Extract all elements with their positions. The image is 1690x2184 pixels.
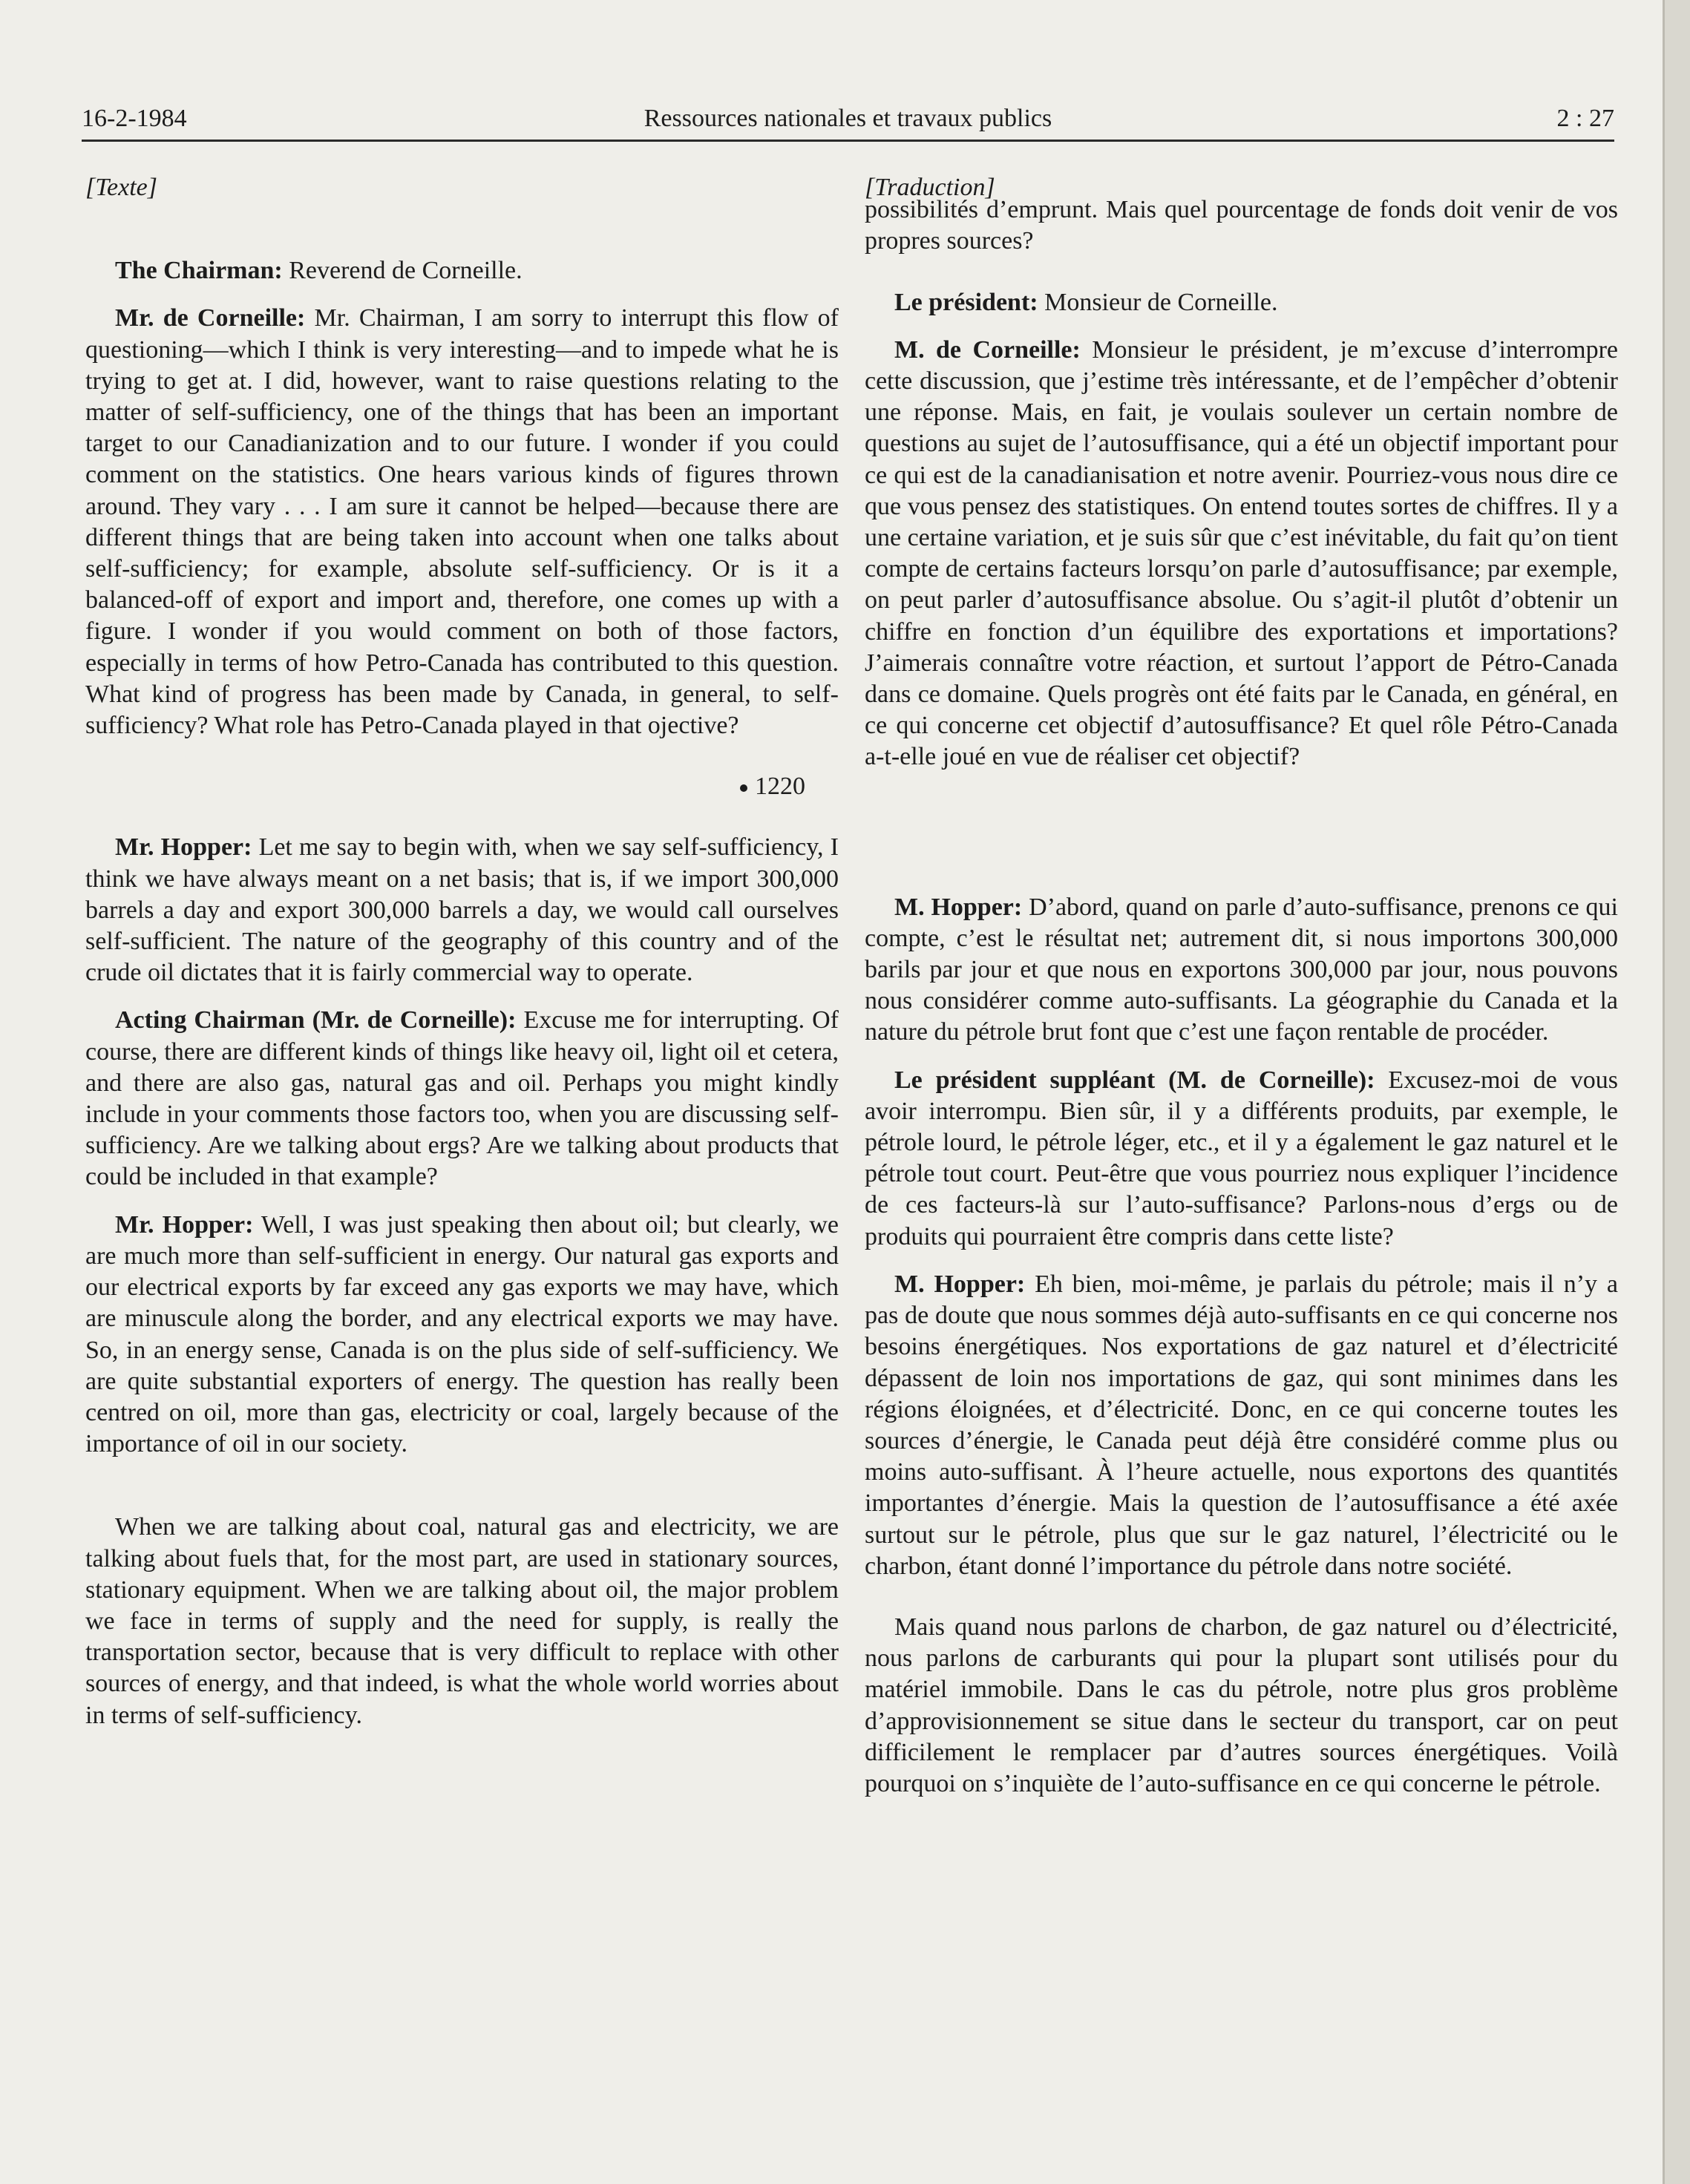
page-edge xyxy=(1663,0,1690,2184)
speech-text: Monsieur le président, je m’excuse d’interrompre cette discussion, que j’estime très intéressante, et de l’empêcher d’obtenir une réponse. Mais, en fait, je voulais soulever un certain nombre de questions au sujet de l’autosuffisance, qui a été un objectif important pour ce qui est de la canadianisation et notre avenir. Pourriez-vous nous dire ce que vous pensez des statistiques. On entend toutes sortes de chiffres. Il y a une certaine variation, et je suis sûr que c’est inévitable, du fait qu’on tient compte de certains facteurs lorsqu’on parle d’autosuffisance; par exemple, on peut parler d’autosuffisance absolue. Ou s’agit-il plutôt d’obtenir un chiffre en fonction d’un équilibre des exportations et importations? J’aimerais connaître votre réaction, et surtout l’apport de Pétro-Canada dans ce domaine. Quels progrès ont été faits par le Canada, en général, en ce qui concerne cet objectif d’autosuffisance? Et quel rôle Pétro-Canada a-t-elle joué en vue de réaliser cet objectif? xyxy=(865,335,1618,771)
paragraph xyxy=(865,892,1618,1049)
paragraph: When we are talking about coal, natural gas and electricity, we are talking about fuels that, for the most part, are used in stationary sources, stationary equipment. When we are talking about oil, the major problem we face in terms of supply and the need for supply, is really the transportation sector, because that is very difficult to replace with other sources of energy, and that indeed, is what the whole world worries about in terms of self-sufficiency. xyxy=(85,1513,839,1729)
speech-text: Excusez-moi de vous avoir interrompu. Bien sûr, il y a différents produits, par exemple, le pétrole lourd, le pétrole léger, etc., et il y a également le gaz naturel et le pétrole tout court. Peut-être que vous pourriez nous expliquer l’incidence de ces facteurs-là sur l’auto-suffisance? Parlons-nous d’ergs ou de produits qui pourraient être compris dans cette liste? xyxy=(865,1066,1618,1250)
speech-text: Reverend de Corneille. xyxy=(282,257,523,285)
speaker-name: M. Hopper: xyxy=(894,1270,1026,1298)
header-title: Ressources nationales et travaux publics xyxy=(643,105,1052,132)
paragraph xyxy=(865,1269,1618,1582)
paragraph: possibilités d’emprunt. Mais quel pourcentage de fonds doit venir de vos propres sources? xyxy=(865,196,1618,255)
paragraph xyxy=(85,303,839,741)
header-page-number: 2 : 27 xyxy=(1556,105,1614,132)
speaker-name: Acting Chairman (Mr. de Corneille): xyxy=(115,1006,517,1034)
speech-text: Well, I was just speaking then about oil; but clearly, we are much more than self-sufficient in energy. Our natural gas exports and our electrical exports by far exceed any gas exports we may have, which are minuscule along the border, and any electrical exports we may have. So, in an energy sense, Canada is on the plus side of self-sufficiency. We are quite substantial exporters of energy. The question has really been centred on oil, more than gas, electricity or coal, largely because of the importance of oil in our society. xyxy=(85,1210,839,1458)
time-marker-text: 1220 xyxy=(755,773,805,801)
running-header xyxy=(82,104,1614,138)
paragraph xyxy=(85,832,839,988)
speaker-name: The Chairman: xyxy=(115,257,283,285)
speech-text: Monsieur de Corneille. xyxy=(1038,288,1278,316)
speech-text: Eh bien, moi-même, je parlais du pétrole; mais il n’y a pas de doute que nous sommes déjà auto-suffisants en ce qui concerne nos besoins énergétiques. Nos exportations de gaz naturel et d’électricité dépassent de loin nos importations de gaz, qui sont minimes dans les régions éloignées, et d’électricité. Donc, en ce qui concerne toutes les sources d’énergie, le Canada peut déjà être considéré comme plus ou moins auto-suffisant. À l’heure actuelle, nous exportons des quantités importantes d’énergie. Mais la question de l’autosuffisance a été axée surtout sur le pétrole, plus que sur le gaz naturel, l’électricité ou le charbon, étant donné l’importance du pétrole dans notre société. xyxy=(865,1270,1619,1580)
speech-text: Mr. Chairman, I am sorry to interrupt this flow of questioning—which I think is very interesting—and to impede what he is trying to get at. I did, however, want to raise questions relating to the matter of self-sufficiency, one of the things that has been an important target to our Canadianization and to our future. I wonder if you could comment on the statistics. One hears various kinds of figures thrown around. They vary . . . I am sure it cannot be helped—because there are different things that are being taken into account when one talks about self-sufficiency; for example, absolute self-sufficiency. Or is it a balanced-off of export and import and, therefore, one comes up with a figure. I wonder if you would comment on both of those factors, especially in terms of how Petro-Canada has contributed to this question. What kind of progress has been made by Canada, in general, to self-sufficiency? What role has Petro-Canada played in that ojective? xyxy=(85,304,839,740)
paragraph xyxy=(865,287,1618,318)
header-rule xyxy=(82,140,1614,142)
column-tag: [Texte] xyxy=(85,174,157,201)
paragraph xyxy=(85,1005,839,1193)
speaker-name: M. Hopper: xyxy=(894,893,1023,921)
speaker-name: Mr. Hopper: xyxy=(115,1210,254,1239)
time-marker xyxy=(85,771,839,802)
speech-text: D’abord, quand on parle d’auto-suffisance, prenons ce qui compte, c’est le résultat net; autrement dit, si nous importons 300,000 barils par jour et que nous en exportons 300,000 par jour, nous pouvons nous considérer comme auto-suffisants. La géographie du Canada et la nature du pétrole brut font que c’est une façon rentable de procéder. xyxy=(865,893,1619,1046)
speaker-name: Mr. de Corneille: xyxy=(115,304,306,332)
french-column xyxy=(865,172,1618,1800)
speaker-name: Mr. Hopper: xyxy=(115,833,252,862)
english-column xyxy=(85,172,839,1731)
column-tag: [Traduction] xyxy=(865,174,995,201)
speech-text: Let me say to begin with, when we say self-sufficiency, I think we have always meant on a net basis; that is, if we import 300,000 barrels a day and export 300,000 barrels a day, we would call ourselves self-sufficient. The nature of the geography of this country and of the crude oil dictates that it is fairly commercial way to operate. xyxy=(85,833,839,987)
speaker-name: Le président: xyxy=(894,288,1038,316)
speaker-name: M. de Corneille: xyxy=(894,335,1081,364)
paragraph xyxy=(865,335,1618,773)
paragraph xyxy=(865,1065,1618,1253)
speaker-name: Le président suppléant (M. de Corneille): xyxy=(894,1066,1375,1094)
paragraph xyxy=(85,255,839,286)
header-date: 16-2-1984 xyxy=(82,105,187,132)
speech-text: Excuse me for interrupting. Of course, there are different kinds of things like heavy oil, light oil et cetera, and there are also gas, natural gas and oil. Perhaps you might kindly include in your comments those factors too, when you are discussing self-sufficiency. Are we talking about ergs? Are we talking about products that could be included in that example? xyxy=(85,1006,839,1191)
bullet-icon xyxy=(740,784,747,792)
paragraph: Mais quand nous parlons de charbon, de gaz naturel ou d’électricité, nous parlons de carburants qui pour la plupart sont utilisés pour du matériel immobile. Dans le cas du pétrole, notre plus gros problème d’approvisionnement se situe dans le secteur du transport, car on peut difficilement le remplacer par d’autres sources énergétiques. Voilà pourquoi on s’inquiète de l’auto-suffisance en ce qui concerne le pétrole. xyxy=(865,1613,1618,1797)
paragraph xyxy=(85,1210,839,1460)
